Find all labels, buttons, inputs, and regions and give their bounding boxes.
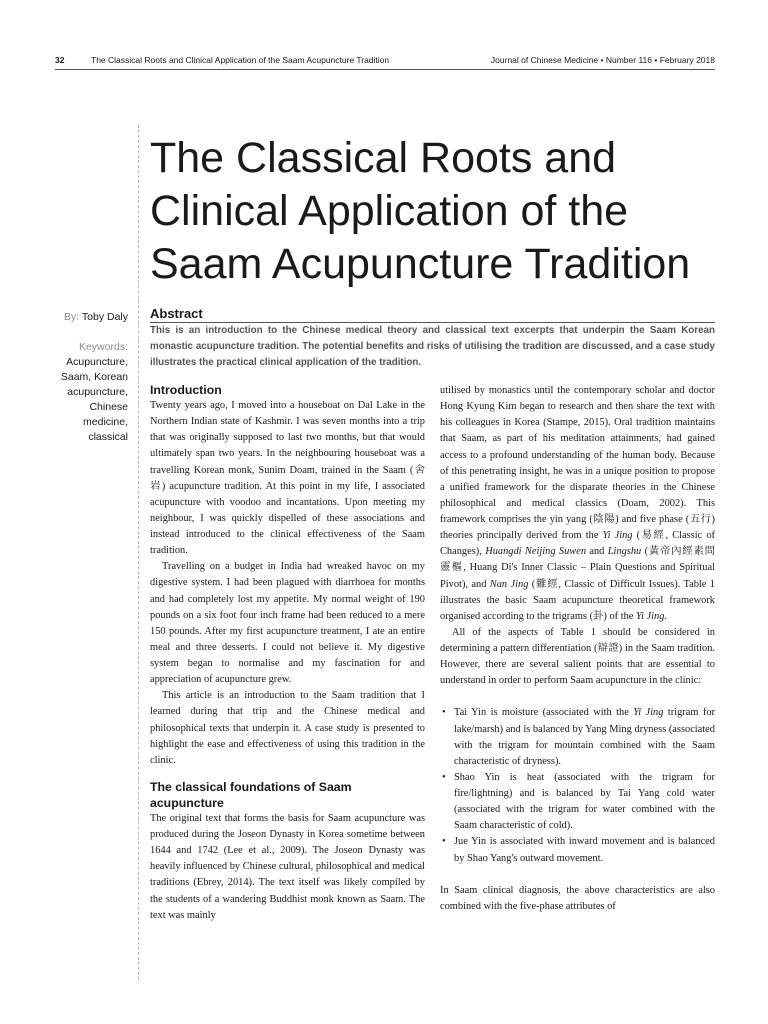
keywords-list	[20, 355, 128, 445]
keyword-line: medicine,	[83, 416, 128, 428]
column-divider	[138, 125, 139, 980]
byline-label: By:	[63, 311, 80, 323]
body-paragraph: Twenty years ago, I moved into a houseboat on Dal Lake in the Northern Indian state of Kashmir. I was seven months into a trip that was originally supposed to last two months, but that would ultimately span two years. In the neighbouring houseboat was a travelling Korean monk, Sunim Doam, trained in the Saam (舍岩) acupuncture tradition. At this point in my life, I associated acupuncture with voodoo and incantations. Upon meeting my neighbour, I was quickly dispelled of these associations and instead introduced to the clinical effectiveness of the Saam tradition.	[150, 400, 425, 557]
keyword-line: Saam, Korean	[60, 371, 128, 383]
keyword-line: Acupuncture,	[66, 356, 128, 368]
list-item: • Tai Yin is moisture (associated with the Yi Jing trigram for lake/marsh) and is balanced by Yang Ming dryness (associated with the trigram for mountain combined with the Saam characteristic of dryness).	[442, 707, 715, 767]
section-heading-introduction: Introduction	[150, 383, 222, 397]
abstract-heading: Abstract	[150, 306, 203, 321]
section-heading-classical-foundations: The classical foundations of Saam acupuncture	[150, 779, 352, 810]
body-paragraph: The original text that forms the basis for Saam acupuncture was produced during the Joseon Dynasty in Korea sometime between 1644 and 1742 (Lee et al., 2009). The Joseon Dynasty was heavily influenced by Chinese cultural, philosophical and medical traditions (Ebrey, 2014). The text itself was likely compiled by the students of a wandering Buddhist monk known as Saam. The text was mainly	[150, 812, 425, 921]
abstract-text: This is an introduction to the Chinese medical theory and classical text excerpts that underpin the Saam Korean monastic acupuncture tradition. The potential benefits and risks of utilising the tradition are discussed, and a case study illustrates the practical clinical application of the tradition.	[150, 325, 715, 369]
body-paragraph: Travelling on a budget in India had wreaked havoc on my digestive system. I had been plagued with diarrhoea for months and had completely lost my appetite. My normal weight of 190 pounds on a six foot four inch frame had been reduced to a mere 150 pounds. After my first acupuncture treatment, I ate an entire meal and three desserts. I could not believe it. My digestive system began to normalise and my fascination for and appreciation of acupuncture grew.	[150, 561, 425, 686]
author-name: Toby Daly	[81, 311, 128, 323]
body-paragraph: This article is an introduction to the Saam tradition that I learned during that trip and the Chinese medical and philosophical texts that underpin it. A case study is presented to highlight the ease and effectiveness of using this tradition in the clinic.	[150, 690, 425, 766]
article-sidebar	[20, 310, 128, 445]
keyword-line: Chinese	[89, 401, 128, 413]
running-head	[55, 55, 715, 69]
book-title-yi-jing: Yi Jing	[636, 610, 665, 622]
byline	[20, 310, 128, 325]
title-line-1: The Classical Roots and	[150, 134, 617, 182]
title-line-2: Clinical Application of the	[150, 187, 629, 235]
book-title-huangdi-neijing-suwen: Huangdi Neijing Suwen	[485, 546, 587, 558]
body-paragraph: In Saam clinical diagnosis, the above characteristics are also combined with the five-phase attributes of	[440, 884, 715, 912]
page-number: 32	[55, 55, 65, 65]
keyword-line: acupuncture,	[67, 386, 128, 398]
keyword-line: classical	[88, 431, 128, 443]
body-column-right	[440, 383, 715, 915]
book-title-yi-jing: Yi Jing	[633, 707, 664, 719]
book-title-nan-jing: Nan Jing	[489, 578, 529, 590]
title-line-3: Saam Acupuncture Tradition	[150, 240, 691, 288]
book-title-yi-jing: Yi Jing	[602, 530, 633, 542]
keywords-label: Keywords:	[78, 341, 128, 353]
bullet-icon: •	[442, 771, 446, 783]
book-title-lingshu: Lingshu	[607, 546, 642, 558]
list-item: • Shao Yin is heat (associated with the trigram for fire/lightning) and is balanced by Tai Yang cold water (associated with the trigram for water combined with the Saam characteristic of cold).	[442, 771, 715, 832]
header-rule	[55, 69, 715, 70]
list-item: • Jue Yin is associated with inward movement and is balanced by Shao Yang's outward movement.	[442, 836, 715, 864]
bullet-icon: •	[442, 836, 446, 848]
body-column-left	[150, 382, 425, 924]
body-paragraph: All of the aspects of Table 1 should be considered in determining a pattern differentiation (辯證) in the Saam tradition. However, there are several salient points that are essential to understand in order to perform Saam acupuncture in the clinic:	[440, 626, 715, 687]
bullet-icon: •	[442, 707, 446, 719]
running-title: The Classical Roots and Clinical Application of the Saam Acupuncture Tradition	[91, 55, 390, 65]
body-paragraph: utilised by monastics until the contemporary scholar and doctor Hong Kyung Kim began to research and then share the text with his colleagues in Korea (Stampe, 2015). Oral tradition maintains that Saam, as part of his meditation attainments, had gained access to a profound understanding of the human body. Because of this penetrating insight, he was in a unique position to propose a unified framework for the disparate theories in the Chinese philosophical and medical classics (Doam, 2002). This framework comprises the yin yang (陰陽) and five phase (五行) theories principally derived from the Yi Jing (易經, Classic of Changes), Huangdi Neijing Suwen and Lingshu (黃帝內經素問靈樞, Huang Di's Inner Classic – Plain Questions and Spiritual Pivot), and Nan Jing (難經, Classic of Difficult Issues). Table 1 illustrates the basic Saam acupuncture theoretical framework organised according to the trigrams (卦) of the Yi Jing.	[440, 385, 716, 622]
bullet-list	[440, 705, 715, 866]
journal-issue-line: Journal of Chinese Medicine • Number 116 • February 2018	[490, 55, 715, 65]
article-title	[150, 132, 750, 291]
